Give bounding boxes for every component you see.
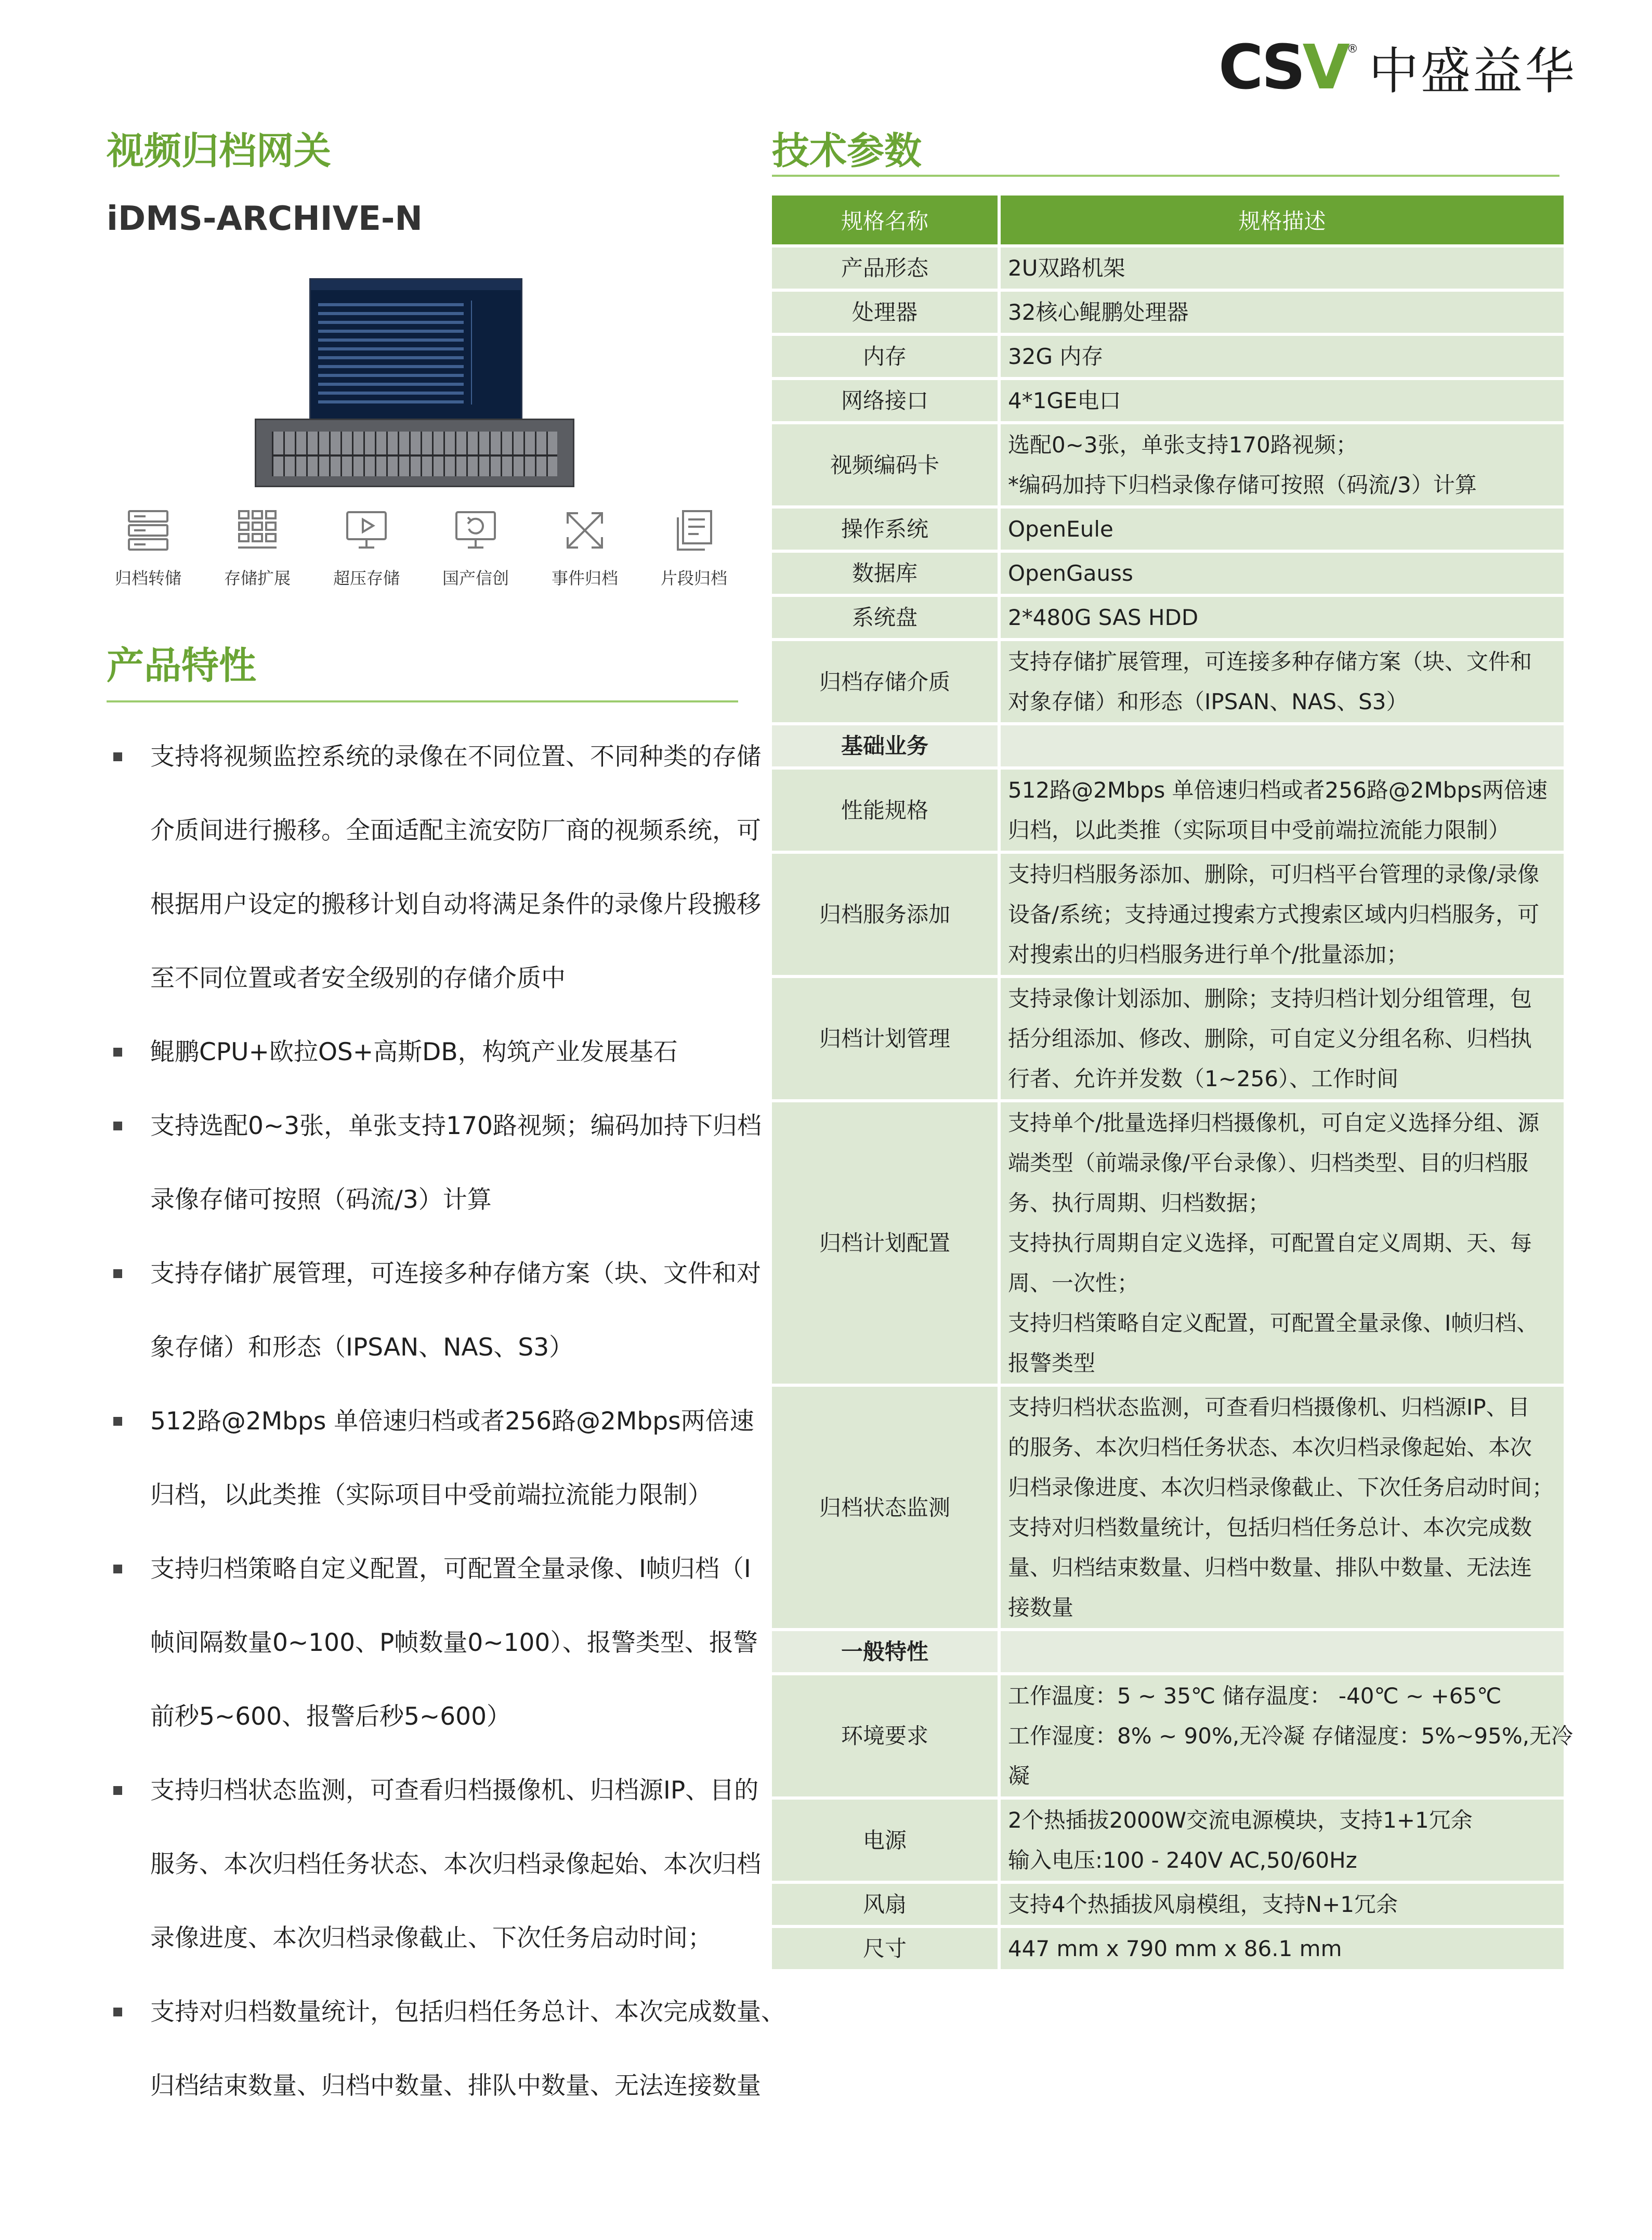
- spec-description: 2*480G SAS HDD: [1001, 597, 1564, 638]
- feature-label: 归档转储: [114, 568, 181, 588]
- spec-name: 操作系统: [772, 509, 1001, 550]
- spec-description: 2个热插拔2000W交流电源模块，支持1+1冗余 输入电压:100 - 240V AC,50/60Hz: [1001, 1800, 1564, 1881]
- feature-bullet: 支持归档策略自定义配置，可配置全量录像、I帧归档（I 帧间隔数量0~100、P帧数量0~100）、报警类型、报警 前秒5~600、报警后秒5~600）: [107, 1532, 767, 1754]
- spec-description: 支持存储扩展管理，可连接多种存储方案（块、文件和 对象存储）和形态（IPSAN、NAS、S3）: [1001, 641, 1564, 722]
- feature-icons: [94, 507, 749, 589]
- feature-bullet-list: [107, 720, 785, 2123]
- feature-label: 超压存储: [333, 568, 400, 588]
- spec-name: 归档服务添加: [772, 854, 1001, 975]
- spec-name: 处理器: [772, 292, 1001, 333]
- spec-row: [772, 1800, 1564, 1881]
- feature-label: 存储扩展: [224, 568, 291, 588]
- brand-logo: [1218, 31, 1577, 103]
- spec-name: 系统盘: [772, 597, 1001, 638]
- feature-item: [94, 507, 203, 589]
- spec-name: 视频编码卡: [772, 424, 1001, 505]
- feature-item: [312, 507, 421, 589]
- spec-row: [772, 597, 1564, 638]
- spec-name: 归档存储介质: [772, 641, 1001, 722]
- spec-row: [772, 1102, 1564, 1384]
- spec-row: [772, 770, 1564, 851]
- spec-description: OpenGauss: [1001, 553, 1564, 594]
- spec-name: 产品形态: [772, 248, 1001, 289]
- spec-description: 工作温度：5 ~ 35℃ 储存温度： -40℃ ~ +65℃ 工作湿度：8% ~ 90%,无冷凝 存储湿度：5%~95%,无冷 凝: [1001, 1675, 1564, 1796]
- device-image: [255, 278, 577, 489]
- section-divider: [107, 700, 738, 702]
- spec-name: 尺寸: [772, 1928, 1001, 1969]
- spec-row: [772, 1387, 1564, 1628]
- server-chassis: [255, 419, 574, 487]
- spec-name: 归档状态监测: [772, 1387, 1001, 1628]
- spec-description: 支持单个/批量选择归档摄像机，可自定义选择分组、源 端类型（前端录像/平台录像）、归档类型、目的归档服 务、执行周期、归档数据； 支持执行周期自定义选择，可配置自定义周期、天、每 周、一次性； 支持归档策略自定义配置，可配置全量录像、I帧归档、 报警类型: [1001, 1102, 1564, 1384]
- feature-label: 国产信创: [442, 568, 509, 588]
- section-divider: [772, 175, 1559, 177]
- server-stack-icon: [125, 507, 172, 554]
- feature-bullet: 鲲鹏CPU+欧拉OS+高斯DB，构筑产业发展基石: [107, 1015, 767, 1089]
- spec-description: 32G 内存: [1001, 336, 1564, 377]
- spec-description: 32核心鲲鹏处理器: [1001, 292, 1564, 333]
- spec-row: [772, 509, 1564, 550]
- feature-item: [639, 507, 749, 589]
- tech-params-title: 技术参数: [772, 129, 922, 173]
- spec-description: 支持归档服务添加、删除，可归档平台管理的录像/录像 设备/系统；支持通过搜索方式搜索区域内归档服务，可 对搜索出的归档服务进行单个/批量添加；: [1001, 854, 1564, 975]
- spec-section-row: [772, 1631, 1564, 1672]
- spec-description: [1001, 725, 1564, 766]
- feature-bullet: 支持对归档数量统计，包括归档任务总计、本次完成数量、 归档结束数量、归档中数量、排队中数量、无法连接数量: [107, 1975, 767, 2123]
- spec-name: 基础业务: [772, 725, 1001, 766]
- spec-row: [772, 1675, 1564, 1796]
- spec-row: [772, 553, 1564, 594]
- spec-name: 内存: [772, 336, 1001, 377]
- column-header: 规格名称: [772, 196, 1001, 244]
- document-stack-icon: [671, 507, 717, 554]
- spec-row: [772, 380, 1564, 421]
- feature-bullet: 支持选配0~3张，单张支持170路视频；编码加持下归档 录像存储可按照（码流/3）计算: [107, 1089, 767, 1237]
- spec-table: [772, 192, 1574, 1972]
- feature-label: 片段归档: [660, 568, 727, 588]
- spec-name: 归档计划配置: [772, 1102, 1001, 1384]
- monitor-play-icon: [343, 507, 390, 554]
- spec-name: 归档计划管理: [772, 978, 1001, 1099]
- spec-row: [772, 854, 1564, 975]
- feature-item: [530, 507, 639, 589]
- monitor-refresh-icon: [452, 507, 499, 554]
- logo-mark: CSV: [1218, 31, 1347, 103]
- product-title: 视频归档网关: [107, 129, 332, 173]
- storage-grid-icon: [234, 507, 281, 554]
- spec-name: 环境要求: [772, 1675, 1001, 1796]
- spec-description: 支持录像计划添加、删除；支持归档计划分组管理，包 括分组添加、修改、删除，可自定义分组名称、归档执 行者、允许并发数（1~256）、工作时间: [1001, 978, 1564, 1099]
- spec-description: 512路@2Mbps 单倍速归档或者256路@2Mbps两倍速 归档，以此类推（实际项目中受前端拉流能力限制）: [1001, 770, 1564, 851]
- feature-item: [203, 507, 312, 589]
- spec-header-row: [772, 196, 1564, 244]
- spec-row: [772, 336, 1564, 377]
- spec-description: [1001, 1631, 1564, 1672]
- spec-name: 性能规格: [772, 770, 1001, 851]
- spec-row: [772, 424, 1564, 505]
- ui-screen-picture: [309, 278, 522, 433]
- shuffle-arrows-icon: [561, 507, 608, 554]
- logo-name: 中盛益华: [1369, 42, 1577, 100]
- spec-row: [772, 1884, 1564, 1925]
- column-header: 规格描述: [1001, 196, 1564, 244]
- feature-bullet: 支持存储扩展管理，可连接多种存储方案（块、文件和对 象存储）和形态（IPSAN、NAS、S3）: [107, 1237, 767, 1385]
- spec-row: [772, 641, 1564, 722]
- spec-section-row: [772, 725, 1564, 766]
- spec-name: 风扇: [772, 1884, 1001, 1925]
- spec-name: 数据库: [772, 553, 1001, 594]
- spec-description: 支持归档状态监测，可查看归档摄像机、归档源IP、目 的服务、本次归档任务状态、本次归档录像起始、本次 归档录像进度、本次归档录像截止、下次任务启动时间； 支持对归档数量统计，包括归档任务总计、本次完成数 量、归档结束数量、归档中数量、排队中数量、无法连 接数量: [1001, 1387, 1564, 1628]
- product-features-title: 产品特性: [107, 644, 257, 687]
- spec-description: 选配0~3张，单张支持170路视频； *编码加持下归档录像存储可按照（码流/3）计算: [1001, 424, 1564, 505]
- spec-row: [772, 1928, 1564, 1969]
- spec-name: 电源: [772, 1800, 1001, 1881]
- spec-description: 4*1GE电口: [1001, 380, 1564, 421]
- feature-label: 事件归档: [551, 568, 618, 588]
- feature-item: [421, 507, 530, 589]
- spec-row: [772, 978, 1564, 1099]
- feature-bullet: 支持将视频监控系统的录像在不同位置、不同种类的存储 介质间进行搬移。全面适配主流安防厂商的视频系统，可 根据用户设定的搬移计划自动将满足条件的录像片段搬移 至不同位置或者安全级别的存储介质中: [107, 720, 767, 1015]
- spec-description: 支持4个热插拔风扇模组，支持N+1冗余: [1001, 1884, 1564, 1925]
- spec-row: [772, 248, 1564, 289]
- spec-description: 447 mm x 790 mm x 86.1 mm: [1001, 1928, 1564, 1969]
- feature-bullet: 支持归档状态监测，可查看归档摄像机、归档源IP、目的 服务、本次归档任务状态、本次归档录像起始、本次归档 录像进度、本次归档录像截止、下次任务启动时间；: [107, 1754, 767, 1975]
- spec-description: OpenEule: [1001, 509, 1564, 550]
- registered-mark: ®: [1347, 42, 1358, 56]
- spec-row: [772, 292, 1564, 333]
- feature-bullet: 512路@2Mbps 单倍速归档或者256路@2Mbps两倍速 归档，以此类推（实际项目中受前端拉流能力限制）: [107, 1385, 767, 1532]
- product-model: iDMS-ARCHIVE-N: [107, 200, 423, 238]
- spec-name: 一般特性: [772, 1631, 1001, 1672]
- spec-description: 2U双路机架: [1001, 248, 1564, 289]
- spec-name: 网络接口: [772, 380, 1001, 421]
